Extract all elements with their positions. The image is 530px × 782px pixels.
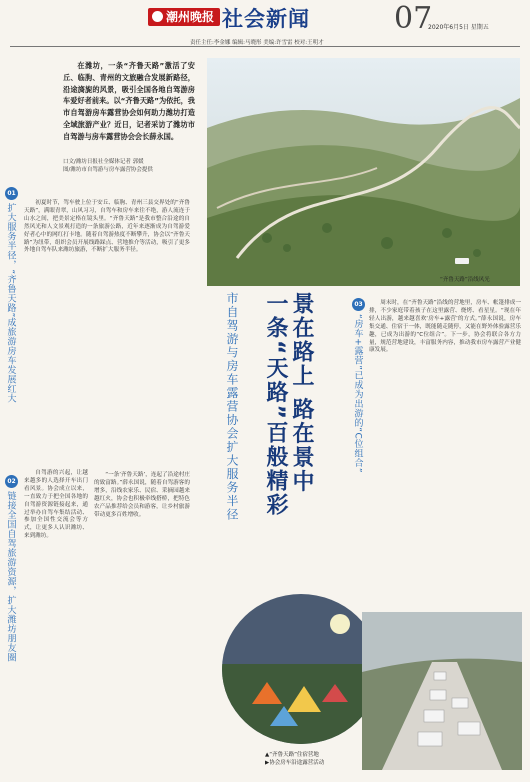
tag-number: 01 bbox=[5, 187, 18, 200]
article-column-right bbox=[369, 300, 521, 355]
paper-name: 潮州晚报 bbox=[166, 10, 215, 24]
paper-logo-icon bbox=[152, 11, 163, 22]
section-tag-1 bbox=[5, 187, 19, 403]
paper-logo bbox=[148, 8, 220, 26]
headline: 景在路上 路在景中 一条“天路”百般精彩 bbox=[263, 292, 314, 517]
tag-number: 02 bbox=[5, 475, 18, 488]
top-photo-caption: “齐鲁天路”沿线风光 bbox=[440, 277, 490, 283]
article-column-left-upper bbox=[24, 200, 190, 255]
header-divider bbox=[10, 46, 520, 47]
tag-title: 链接全国自驾旅游资源，扩大潍坊朋友圈 bbox=[5, 491, 16, 662]
byline: 口文/潍坊日报社全媒体记者 郭媛 图/潍坊市自驾游与房车露营协会提供 bbox=[63, 159, 153, 173]
tag-number: 03 bbox=[352, 298, 365, 311]
subheadline: 市自驾游与房车露营协会扩大服务半径 bbox=[225, 292, 239, 522]
page-number: 07 bbox=[394, 1, 433, 36]
section-tag-3 bbox=[352, 298, 366, 473]
article-column-middle bbox=[94, 472, 190, 519]
bottom-photo-caption: ▲“齐鲁天路”住宿营地 ▶协会房车沿途露营活动 bbox=[265, 752, 325, 766]
article-column-left-lower bbox=[24, 470, 88, 541]
column-text: “一条‘齐鲁天路’，连起了沿途村庄的致富路。”薛永国说，随着自驾游客的增多，沿线农家乐、民宿、采摘园越来越红火，协会也积极牵线搭桥，把特色农产品推荐给会员和游客，让乡村旅游带动更多百姓增收。 bbox=[94, 472, 190, 518]
column-text: 初夏时节，驾车驶上位于安丘、临朐、青州三县交界处的“齐鲁天路”，满眼青翠，山风习习，自驾车和房车来往不绝，游人流连于山水之间，把美景定格在镜头里。“齐鲁天路”是我市整合沿途的自然风光和人文景观打造的一条旅游公路，近年来逐渐成为自驾游爱好者心中的网红打卡地。随着自驾游热度不断攀升，协会以“齐鲁天路”为纽带，组织会员开展线路踩点、营地推介等活动，吸引了更多外地自驾车队来潍坊旅游，不断扩大服务半径。 bbox=[24, 200, 190, 254]
page-header bbox=[0, 0, 530, 36]
tag-title: “房车+露营”已成为出游的“C位组合” bbox=[352, 314, 363, 473]
section-title: 社会新闻 bbox=[222, 7, 310, 31]
column-text: 自驾游的兴起，让越来越多的人选择开车出门看风景。协会成立以来，一直致力于把全国各地的自驾游资源链接起来，通过举办自驾车集结活动、参加全国性交流会等方式，让更多人认识潍坊、来到潍坊。 bbox=[24, 470, 88, 540]
lead-paragraph: 在潍坊，一条“齐鲁天路”激活了安丘、临朐、青州的文旅融合发展新路径，沿途旖旎的风景，吸引全国各地自驾游房车爱好者前来。以“齐鲁天路”为依托，我市自驾游房车露营协会如何助力潍坊打造全域旅游产业？近日，记者采访了潍坊市自驾游与房车露营协会会长薛永国。 bbox=[63, 61, 195, 141]
editor-credits: 责任主任:李金娜 编辑:马晓彤 美编:许雪雷 校对:王明才 bbox=[190, 40, 324, 46]
issue-date: 2020年6月5日 星期五 bbox=[428, 24, 489, 31]
section-tag-2 bbox=[5, 475, 19, 662]
tag-title: 扩大服务半径，“齐鲁天路”成旅游房车发展红大 bbox=[5, 203, 16, 404]
mountain-road-photo bbox=[207, 58, 520, 286]
campsite-night-photo bbox=[222, 594, 380, 744]
column-text: 周末时，在“齐鲁天路”沿线的营地里，房车、帐篷排成一排，不少家庭带着孩子在这里露营、烧烤、看星星。“现在年轻人出游，越来越喜欢‘房车+露营’的方式。”薛永国说，房车集交通、住宿于一体，既能随走随停，又能在野外体验露营乐趣，已成为出游的“C位组合”。下一步，协会将联合各方力量，规范营地建设，丰富服务内容，推动我市房车露营产业健康发展。 bbox=[369, 300, 521, 354]
rv-convoy-photo bbox=[362, 612, 522, 770]
